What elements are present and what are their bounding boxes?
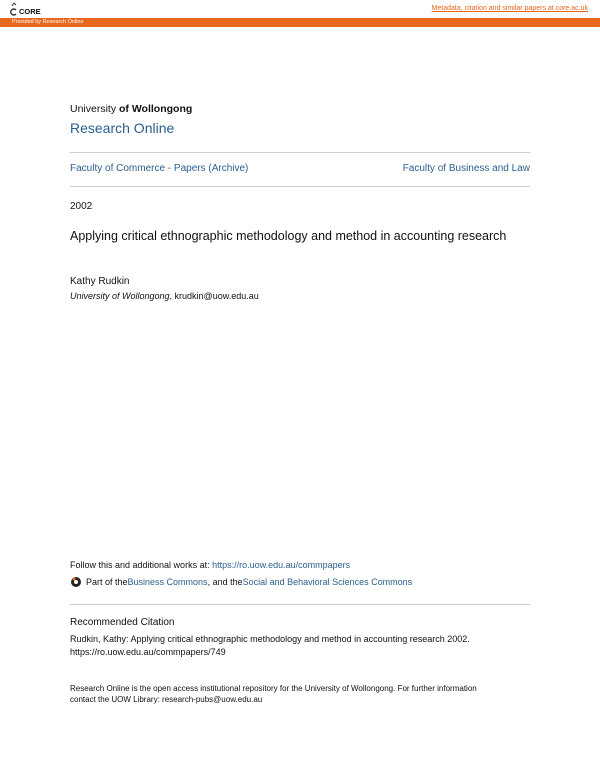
social-sciences-commons-link[interactable]: Social and Behavioral Sciences Commons <box>242 577 413 587</box>
citation-heading: Recommended Citation <box>70 617 175 628</box>
core-logo[interactable] <box>10 1 41 16</box>
divider-faculty <box>70 186 530 187</box>
citation-block <box>70 633 530 659</box>
paper-title: Applying critical ethnographic methodology and method in accounting research <box>70 229 507 243</box>
follow-link[interactable]: https://ro.uow.edu.au/commpapers <box>212 560 351 570</box>
footer-line-2: contact the UOW Library: research-pubs@uow.edu.au <box>70 695 263 704</box>
network-icon <box>70 576 82 588</box>
part-of-line <box>70 576 412 588</box>
part-of-prefix: Part of the <box>86 577 128 587</box>
citation-text: Rudkin, Kathy: Applying critical ethnographic methodology and method in accounting research 2002. <box>70 634 470 644</box>
core-header <box>0 0 600 18</box>
provided-by-bar <box>0 18 600 27</box>
repository-name[interactable]: Research Online <box>70 120 175 136</box>
faculty-right-link[interactable]: Faculty of Business and Law <box>402 163 530 174</box>
affiliation-name: University of Wollongong <box>70 291 170 301</box>
core-logo-text: CORE <box>19 7 41 16</box>
provided-by-text[interactable]: Provided by Research Online <box>12 19 84 25</box>
author-name: Kathy Rudkin <box>70 276 130 287</box>
institution-rest: of Wollongong <box>116 103 193 115</box>
follow-text: Follow this and additional works at: <box>70 560 213 570</box>
business-commons-link[interactable]: Business Commons <box>127 577 208 587</box>
core-logo-icon <box>10 2 18 16</box>
citation-url: https://ro.uow.edu.au/commpapers/749 <box>70 647 226 657</box>
footer-line-1: Research Online is the open access institutional repository for the University of Wollongong. For further information <box>70 684 477 693</box>
author-email: , krudkin@uow.edu.au <box>169 291 259 301</box>
institution-prefix: University <box>70 103 117 115</box>
author-affiliation <box>70 291 259 301</box>
divider-top <box>70 152 530 153</box>
publication-year: 2002 <box>70 201 93 212</box>
footer-notice <box>70 683 530 705</box>
part-of-middle: , and the <box>207 577 243 587</box>
institution-name <box>70 103 192 115</box>
faculty-left-link[interactable]: Faculty of Commerce - Papers (Archive) <box>70 163 249 174</box>
divider-citation <box>70 604 530 605</box>
follow-line <box>70 560 350 570</box>
core-metadata-link[interactable]: Metadata, citation and similar papers at core.ac.uk <box>431 5 588 12</box>
